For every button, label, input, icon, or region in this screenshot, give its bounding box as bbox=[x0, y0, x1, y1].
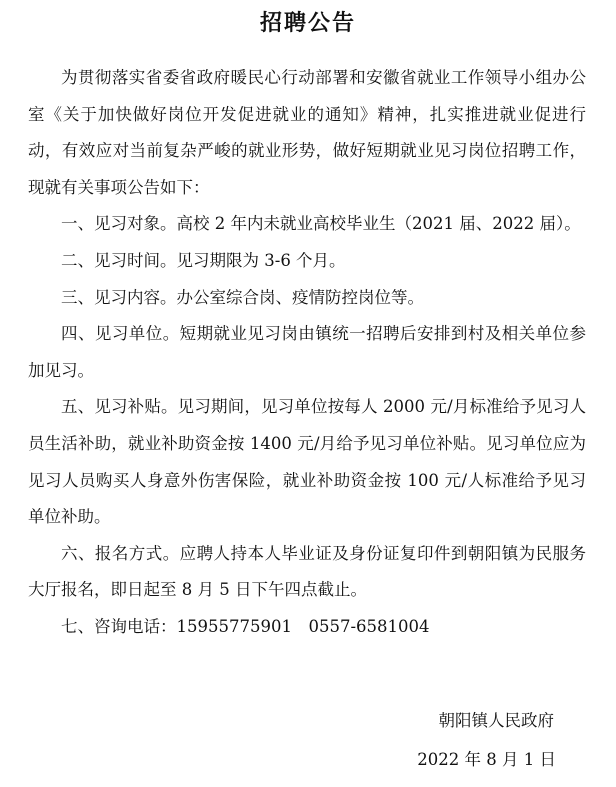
intro-paragraph: 为贯彻落实省委省政府暖民心行动部署和安徽省就业工作领导小组办公室《关于加快做好岗位开发促进就业的通知》精神，扎实推进就业促进行动，有效应对当前复杂严峻的就业形势，做好短期就业见习岗位招聘工作，现就有关事项公告如下： bbox=[28, 68, 586, 197]
section-registration: 六、报名方式。应聘人持本人毕业证及身份证复印件到朝阳镇为民服务大厅报名，即日起至 8 月 5 日下午四点截止。 bbox=[28, 543, 586, 600]
section-duration: 二、见习时间。见习期限为 3-6 个月。 bbox=[61, 250, 346, 270]
signature-org: 朝阳镇人民政府 bbox=[438, 711, 554, 730]
section-content: 三、见习内容。办公室综合岗、疫情防控岗位等。 bbox=[61, 287, 424, 307]
page-title: 招聘公告 bbox=[259, 11, 356, 36]
announcement-body bbox=[28, 60, 586, 646]
section-contact: 七、咨询电话：15955775901 0557-6581004 bbox=[61, 616, 430, 636]
section-unit: 四、见习单位。短期就业见习岗由镇统一招聘后安排到村及相关单位参加见习。 bbox=[28, 324, 586, 380]
section-subsidy: 五、见习补贴。见习期间，见习单位按每人 2000 元/月标准给予见习人员生活补助，就业补助资金按 1400 元/月给予见习单位补贴。见习单位应为见习人员购买人身意外伤害保险，就业补助资金按 100 元/人标准给予见习单位补助。 bbox=[28, 397, 586, 527]
section-target: 一、见习对象。高校 2 年内未就业高校毕业生（2021 届、2022 届）。 bbox=[61, 214, 581, 234]
signature-date: 2022 年 8 月 1 日 bbox=[417, 750, 556, 769]
